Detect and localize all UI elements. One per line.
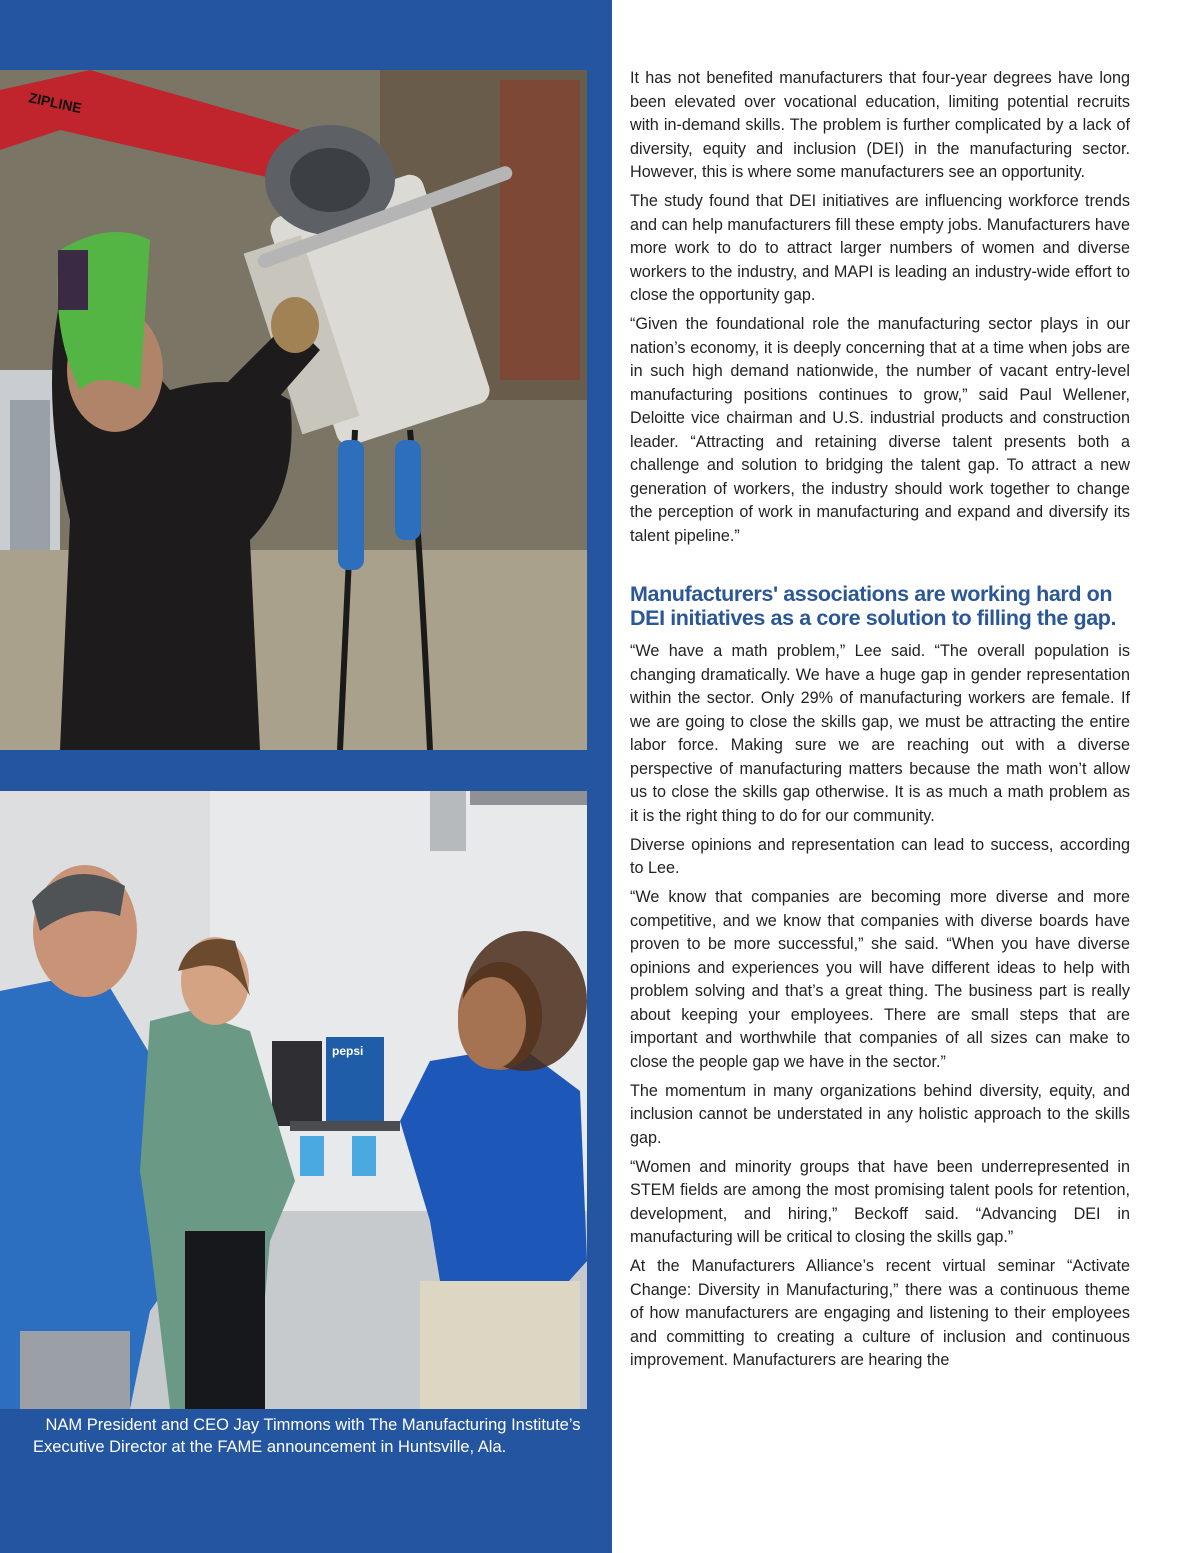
article-paragraph: At the Manufacturers Alliance’s recent virtual seminar “Activate Change: Diversity in Manufacturing,” there was a continuous theme of how manufacturers are engaging and listening to their employees and committing to creating a culture of inclusion and continuous improvement. Manufacturers are hearing the	[630, 1257, 1130, 1369]
article-paragraph: “Given the foundational role the manufacturing sector plays in our nation’s economy, it is deeply concerning that at a time when jobs are in such high demand nationwide, the number of vacant entry-level manufacturing positions continues to grow,” said Paul Wellener, Deloitte vice chairman and U.S. industrial products and construction leader. “Attracting and retaining diverse talent presents both a challenge and solution to bridging the talent gap. To attract a new generation of workers, the industry should work together to change the perception of work in manufacturing and expand and diversify its talent pipeline.”	[630, 315, 1130, 545]
vending-brand: pepsi	[332, 1044, 364, 1058]
welding-photo	[0, 70, 587, 750]
group-illustration	[0, 791, 587, 1409]
photo-caption: NAM President and CEO Jay Timmons with The Manufacturing Institute’s Executive Director at the FAME announcement in Huntsville, Ala.	[33, 1416, 581, 1456]
section-heading: Manufacturers' associations are working hard on DEI initiatives as a core solution to filling the gap.	[630, 582, 1117, 630]
group-photo	[0, 791, 587, 1409]
crane-label: ZIPLINE	[27, 89, 84, 117]
article-paragraph: It has not benefited manufacturers that four-year degrees have long been elevated over vocational education, limiting potential recruits with in-demand skills. The problem is further complicated by a lack of diversity, equity and inclusion (DEI) in the manufacturing sector. However, this is where some manufacturers see an opportunity.	[630, 69, 1130, 181]
article-body	[630, 67, 1130, 1378]
welding-illustration	[0, 70, 587, 750]
article-paragraph: “We know that companies are becoming more diverse and more competitive, and we know that companies with diverse boards have proven to be more successful,” she said. “When you have diverse opinions and experiences you will have different ideas to help with problem solving and that’s a great thing. The business part is really about keeping your employees. There are small steps that are important and worthwhile that companies of all sizes can make to close the people gap we have in the sector.”	[630, 888, 1130, 1071]
article-paragraph: The momentum in many organizations behind diversity, equity, and inclusion cannot be understated in any holistic approach to the skills gap.	[630, 1081, 1130, 1147]
article-paragraph: “We have a math problem,” Lee said. “The overall population is changing dramatically. We have a huge gap in gender representation within the sector. Only 29% of manufacturing workers are female. If we are going to close the skills gap, we must be attracting the entire labor force. Making sure we are reaching out with a diverse perspective of manufacturing matters because the math won’t allow us to close the skills gap otherwise. It is as much a math problem as it is the right thing to do for our community.	[630, 642, 1130, 825]
article-paragraph: “Women and minority groups that have been underrepresented in STEM fields are among the most promising talent pools for retention, development, and hiring,” Beckoff said. “Advancing DEI in manufacturing will be critical to closing the skills gap.”	[630, 1157, 1130, 1246]
article-paragraph: The study found that DEI initiatives are influencing workforce trends and can help manufacturers fill these empty jobs. Manufacturers have more work to do to attract larger numbers of women and diverse workers to the industry, and MAPI is leading an industry-wide effort to close the opportunity gap.	[630, 192, 1130, 304]
article-paragraph: Diverse opinions and representation can lead to success, according to Lee.	[630, 835, 1130, 877]
